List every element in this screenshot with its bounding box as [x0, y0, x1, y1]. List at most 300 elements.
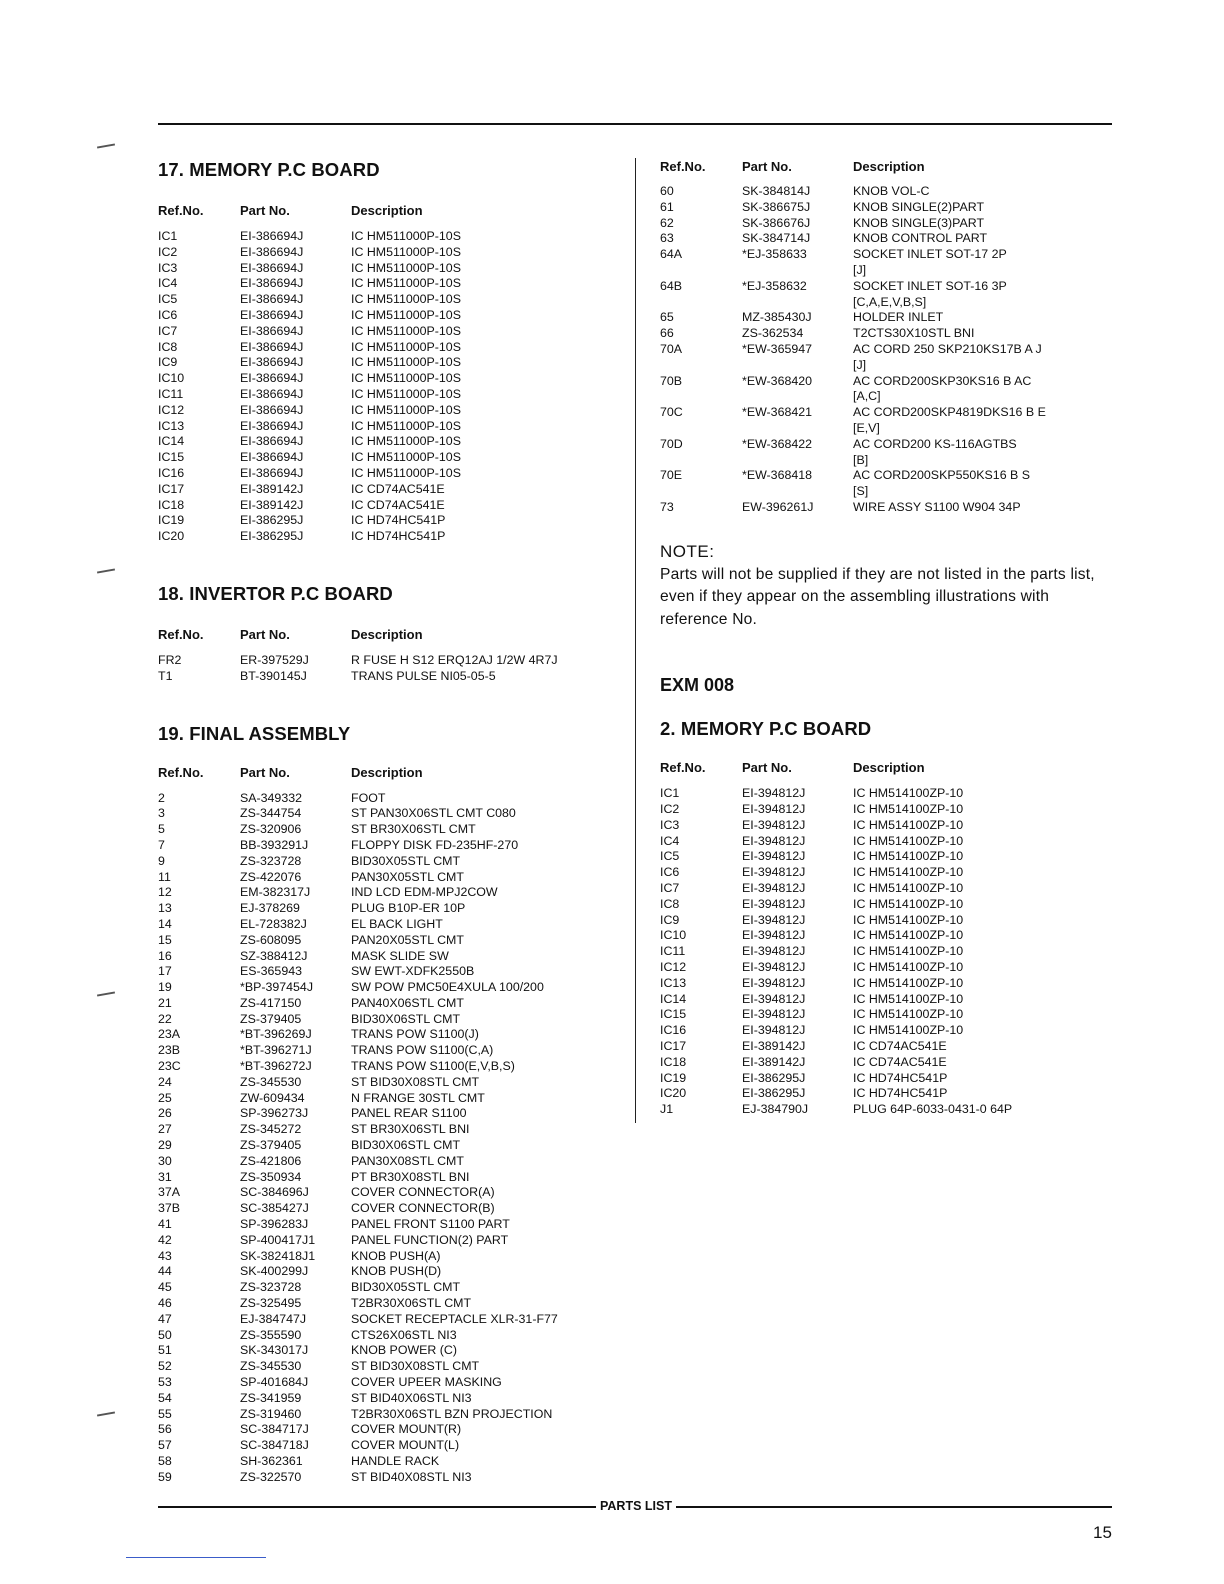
cell-desc: MASK SLIDE SW — [351, 948, 449, 963]
cell-ref: 5 — [158, 822, 165, 837]
cell-part: SP-396283J — [240, 1217, 309, 1232]
cell-desc: ST BID40X06STL NI3 — [351, 1390, 472, 1405]
cell-part: EI-386694J — [240, 260, 304, 275]
table-row — [158, 1201, 618, 1217]
cell-ref: 59 — [158, 1469, 172, 1484]
table-row — [158, 1328, 618, 1344]
cell-desc: TRANS POW S1100(C,A) — [351, 1043, 494, 1058]
table-row — [660, 1023, 1120, 1039]
footer-label: PARTS LIST — [600, 1499, 672, 1513]
cell-ref: 55 — [158, 1406, 172, 1421]
table-row — [158, 1217, 618, 1233]
cell-desc: ST PAN30X06STL CMT C080 — [351, 806, 516, 821]
cell-part: ZS-319460 — [240, 1406, 302, 1421]
cell-part: SK-386676J — [742, 215, 811, 230]
cell-part: *EW-368422 — [742, 436, 813, 451]
cell-desc: IC HM514100ZP-10 — [853, 1007, 964, 1022]
cell-desc: TRANS POW S1100(E,V,B,S) — [351, 1059, 515, 1074]
cell-desc: IC HM511000P-10S — [351, 386, 461, 401]
table-row — [158, 964, 618, 980]
cell-ref: 37A — [158, 1185, 181, 1200]
cell-desc: PT BR30X08STL BNI — [351, 1169, 470, 1184]
cell-desc: COVER CONNECTOR(A) — [351, 1185, 495, 1200]
cell-desc — [853, 500, 1120, 516]
cell-part: ZS-323728 — [240, 853, 302, 868]
cell-part: EI-394812J — [742, 786, 806, 801]
table-row — [158, 917, 618, 933]
cell-desc: IC HM511000P-10S — [351, 229, 461, 243]
cell-ref: 16 — [158, 948, 172, 963]
note-heading: NOTE: — [660, 541, 715, 561]
cell-part: SH-362361 — [240, 1454, 303, 1468]
cell-part: SK-343017J — [240, 1343, 309, 1358]
cell-desc: IC HM511000P-10S — [351, 418, 461, 433]
cell-ref: IC3 — [158, 260, 178, 275]
cell-desc — [853, 200, 1120, 216]
cell-part: SK-382418J1 — [240, 1248, 316, 1263]
cell-part: EI-386694J — [240, 450, 304, 465]
table-row — [158, 885, 618, 901]
cell-part: SK-400299J — [240, 1264, 309, 1279]
cell-desc: HANDLE RACK — [351, 1454, 440, 1468]
cell-part: EI-386694J — [240, 229, 304, 243]
cell-part: SK-384814J — [742, 184, 811, 198]
cell-ref: 64B — [660, 278, 683, 293]
cell-desc: T2BR30X06STL BZN PROJECTION — [351, 1406, 553, 1421]
cell-part: EI-386694J — [240, 465, 304, 480]
cell-ref: 29 — [158, 1138, 172, 1153]
cell-part: EI-386694J — [240, 276, 304, 291]
cell-ref: IC18 — [158, 497, 185, 512]
header-ref: Ref.No. — [660, 760, 706, 776]
table-row — [158, 1138, 618, 1154]
cell-ref: 25 — [158, 1090, 172, 1105]
cell-ref: 23C — [158, 1059, 181, 1074]
parts-table — [158, 653, 618, 685]
page-number: 15 — [1093, 1523, 1112, 1542]
cell-part: EI-394812J — [742, 975, 806, 990]
section-title: 2. MEMORY P.C BOARD — [660, 718, 872, 740]
cell-ref: 44 — [158, 1264, 172, 1279]
cell-ref: IC11 — [660, 944, 686, 959]
cell-part: ZS-345530 — [240, 1359, 302, 1374]
table-row — [158, 292, 618, 308]
cell-ref: IC15 — [660, 1007, 687, 1022]
cell-ref: 19 — [158, 980, 172, 995]
cell-part: EI-394812J — [742, 849, 806, 864]
table-row — [660, 1039, 1120, 1055]
left-column — [158, 155, 618, 1486]
table-row — [158, 498, 618, 514]
parts-table — [158, 791, 618, 1486]
table-row — [158, 1454, 618, 1470]
cell-part: EJ-384747J — [240, 1311, 307, 1326]
cell-ref: IC16 — [158, 465, 185, 480]
cell-desc: N FRANGE 30STL CMT — [351, 1090, 485, 1105]
cell-desc-text: AC CORD200 KS-116AGTBS — [853, 436, 1017, 451]
cell-ref: 61 — [660, 199, 674, 214]
cell-ref: 11 — [158, 869, 171, 884]
cell-part: EI-394812J — [742, 960, 806, 974]
cell-part: SK-384714J — [742, 231, 811, 246]
cell-desc: BID30X06STL CMT — [351, 1138, 461, 1153]
cell-ref: 52 — [158, 1359, 172, 1374]
cell-ref: IC10 — [158, 371, 185, 386]
table-row — [158, 371, 618, 387]
header-desc: Description — [853, 159, 925, 174]
cell-desc: ST BR30X06STL BNI — [351, 1122, 470, 1137]
cell-desc: PLUG 64P-6033-0431-0 64P — [853, 1102, 1013, 1117]
cell-desc: IC HM514100ZP-10 — [853, 975, 964, 990]
cell-part: ZS-355590 — [240, 1327, 302, 1342]
cell-desc-text: HOLDER INLET — [853, 310, 944, 325]
cell-desc-text: WIRE ASSY S1100 W904 34P — [853, 499, 1021, 514]
table-row — [158, 466, 618, 482]
table-row — [158, 387, 618, 403]
cell-ref: IC1 — [158, 229, 178, 243]
cell-desc: IC CD74AC541E — [853, 1038, 947, 1053]
cell-desc — [853, 231, 1120, 247]
header-ref: Ref.No. — [158, 203, 204, 218]
cell-desc — [853, 405, 1120, 437]
cell-desc: IC HM514100ZP-10 — [853, 802, 964, 817]
cell-desc: IC HM511000P-10S — [351, 371, 461, 386]
cell-desc-text: AC CORD 250 SKP210KS17B A J — [853, 341, 1042, 356]
cell-ref: FR2 — [158, 652, 182, 667]
table-row — [660, 834, 1120, 850]
table-row — [158, 1233, 618, 1249]
cell-ref: IC13 — [660, 975, 687, 990]
table-row — [158, 450, 618, 466]
header-desc: Description — [351, 203, 423, 218]
table-row — [158, 996, 618, 1012]
cell-part: EI-386694J — [240, 292, 304, 307]
cell-desc: BID30X06STL CMT — [351, 1011, 461, 1026]
cell-desc-text: KNOB SINGLE(2)PART — [853, 199, 985, 214]
cell-desc: ST BID40X08STL NI3 — [351, 1469, 472, 1484]
cell-desc: ST BID30X08STL CMT — [351, 1074, 480, 1089]
table-row — [158, 1359, 618, 1375]
cell-desc — [853, 247, 1120, 279]
header-part: Part No. — [240, 764, 290, 780]
cell-desc: IC HD74HC541P — [351, 513, 446, 528]
cell-ref: 30 — [158, 1153, 172, 1168]
cell-desc — [853, 326, 1120, 342]
cell-ref: IC4 — [660, 833, 680, 848]
cell-ref: 3 — [158, 806, 165, 821]
cell-ref: IC14 — [158, 434, 185, 449]
cell-ref: 23B — [158, 1043, 181, 1058]
cell-desc: KNOB PUSH(D) — [351, 1264, 442, 1279]
cell-ref: IC5 — [660, 849, 680, 864]
cell-part: EI-394812J — [742, 928, 806, 943]
cell-part: EI-386295J — [742, 1070, 806, 1085]
cell-desc: IC HM511000P-10S — [351, 276, 461, 291]
cell-desc: IC HD74HC541P — [853, 1070, 948, 1085]
cell-desc: ST BR30X06STL CMT — [351, 822, 476, 837]
table-row — [158, 245, 618, 261]
cell-ref: 23A — [158, 1027, 181, 1042]
cell-ref: 56 — [158, 1422, 172, 1437]
parts-table — [660, 184, 1120, 516]
table-row — [660, 897, 1120, 913]
cell-part: EI-389142J — [240, 497, 304, 512]
cell-ref: 14 — [158, 916, 172, 931]
cell-part: EI-394812J — [742, 912, 806, 927]
cell-part: BT-390145J — [240, 668, 307, 683]
cell-ref: 12 — [158, 885, 172, 900]
cell-part: SP-396273J — [240, 1106, 309, 1121]
cell-ref: 66 — [660, 326, 674, 341]
table-header — [158, 627, 618, 642]
table-row — [158, 1106, 618, 1122]
cell-desc: IC CD74AC541E — [351, 481, 445, 496]
table-row — [158, 308, 618, 324]
header-desc: Description — [853, 760, 925, 776]
cell-ref: 9 — [158, 853, 165, 868]
cell-desc — [853, 279, 1120, 311]
right-column — [660, 155, 1120, 1118]
cell-desc: EL BACK LIGHT — [351, 916, 443, 931]
table-row — [660, 279, 1120, 311]
table-row — [660, 1055, 1120, 1071]
cell-part: *EJ-358632 — [742, 278, 807, 293]
cell-desc: IC HM511000P-10S — [351, 355, 461, 370]
table-row — [158, 901, 618, 917]
cell-part: EI-389142J — [742, 1054, 806, 1069]
cell-desc-text: AC CORD200SKP30KS16 B AC — [853, 373, 1032, 388]
cell-ref: IC9 — [158, 355, 178, 370]
table-row — [158, 870, 618, 886]
cell-desc: IC HM514100ZP-10 — [853, 896, 964, 911]
cell-desc-variant: [C,A,E,V,B,S] — [853, 294, 927, 309]
cell-part: *EJ-358633 — [742, 247, 807, 262]
cell-part: BB-393291J — [240, 837, 309, 852]
invertor-board-section — [158, 583, 618, 685]
cell-part: SC-385427J — [240, 1201, 309, 1216]
cell-ref: 70A — [660, 341, 683, 356]
cell-desc: IC HM511000P-10S — [351, 465, 461, 480]
cell-desc: IC HM511000P-10S — [351, 402, 461, 417]
cell-part: ZS-345272 — [240, 1122, 302, 1137]
table-row — [660, 405, 1120, 437]
table-row — [660, 500, 1120, 516]
cell-desc: IC HM511000P-10S — [351, 450, 461, 465]
footer-rule-right — [676, 1506, 1112, 1508]
cell-part: EI-386694J — [240, 386, 304, 401]
cell-ref: 64A — [660, 247, 683, 262]
binding-mark — [97, 1411, 115, 1416]
header-part: Part No. — [240, 626, 290, 642]
cell-ref: IC1 — [660, 786, 680, 801]
cell-ref: 54 — [158, 1390, 172, 1405]
cell-desc: PANEL REAR S1100 — [351, 1106, 467, 1121]
table-row — [158, 838, 618, 854]
cell-part: EI-389142J — [742, 1038, 806, 1053]
binding-mark — [97, 143, 115, 148]
section-title: 17. MEMORY P.C BOARD — [158, 159, 380, 180]
table-row — [158, 419, 618, 435]
cell-desc: FOOT — [351, 790, 386, 805]
table-header — [158, 203, 618, 218]
cell-part: EI-386694J — [240, 244, 304, 259]
cell-desc: IC HM511000P-10S — [351, 244, 461, 259]
parts-table — [660, 786, 1120, 1118]
cell-ref: 46 — [158, 1296, 172, 1311]
cell-ref: 27 — [158, 1122, 172, 1137]
cell-ref: IC12 — [158, 402, 185, 417]
cell-desc: IC HM514100ZP-10 — [853, 833, 964, 848]
cell-part: EI-386295J — [240, 513, 304, 528]
cell-ref: IC17 — [158, 481, 185, 496]
cell-part: EI-386694J — [240, 402, 304, 417]
table-row — [158, 261, 618, 277]
cell-ref: IC4 — [158, 276, 178, 291]
header-ref: Ref.No. — [660, 159, 706, 174]
header-part: Part No. — [742, 760, 792, 776]
cell-part: ZS-362534 — [742, 326, 804, 341]
cell-desc-text: SOCKET INLET SOT-17 2P — [853, 247, 1007, 262]
cell-desc: IC HM514100ZP-10 — [853, 928, 964, 943]
cell-ref: 57 — [158, 1438, 172, 1453]
cell-ref: 73 — [660, 499, 674, 514]
header-part: Part No. — [240, 203, 290, 218]
cell-ref: 65 — [660, 310, 674, 325]
table-row — [660, 468, 1120, 500]
cell-desc: IC HD74HC541P — [351, 529, 446, 544]
cell-part: EI-394812J — [742, 881, 806, 896]
table-row — [660, 960, 1120, 976]
top-rule — [158, 123, 1112, 125]
table-row — [158, 1154, 618, 1170]
table-row — [158, 653, 618, 669]
table-row — [158, 513, 618, 529]
cell-part: EW-396261J — [742, 499, 814, 514]
cell-part: ZS-345530 — [240, 1074, 302, 1089]
cell-part: ZS-325495 — [240, 1296, 302, 1311]
cell-desc: IC HM511000P-10S — [351, 292, 461, 307]
cell-ref: IC15 — [158, 450, 185, 465]
cell-desc: IC HM514100ZP-10 — [853, 865, 964, 880]
table-row — [660, 342, 1120, 374]
cell-desc: BID30X05STL CMT — [351, 1280, 461, 1295]
cell-part: ZW-609434 — [240, 1090, 305, 1105]
table-row — [158, 403, 618, 419]
cell-part: ZS-350934 — [240, 1169, 302, 1184]
cell-part: SP-401684J — [240, 1375, 309, 1390]
table-row — [660, 944, 1120, 960]
cell-ref: J1 — [660, 1102, 674, 1117]
cell-desc: IND LCD EDM-MPJ2COW — [351, 885, 498, 900]
cell-desc — [853, 342, 1120, 374]
cell-ref: 26 — [158, 1106, 172, 1121]
cell-part: *EW-368418 — [742, 468, 813, 483]
cell-ref: IC14 — [660, 991, 687, 1006]
cell-ref: 7 — [158, 837, 165, 852]
table-row — [158, 949, 618, 965]
cell-desc: TRANS POW S1100(J) — [351, 1027, 479, 1042]
cell-desc: R FUSE H S12 ERQ12AJ 1/2W 4R7J — [351, 652, 558, 667]
cell-desc: PANEL FRONT S1100 PART — [351, 1217, 510, 1232]
cell-desc: IC CD74AC541E — [351, 497, 445, 512]
cell-part: EI-394812J — [742, 991, 806, 1006]
table-row — [158, 324, 618, 340]
column-divider — [635, 158, 636, 1123]
cell-part: SC-384717J — [240, 1422, 309, 1437]
cell-ref: 2 — [158, 790, 165, 805]
table-header — [660, 760, 1120, 775]
cell-ref: IC8 — [158, 339, 178, 354]
cell-ref: IC2 — [660, 802, 680, 817]
cell-desc: SW POW PMC50E4XULA 100/200 — [351, 980, 544, 995]
cell-desc: IC HM514100ZP-10 — [853, 881, 964, 896]
table-row — [660, 200, 1120, 216]
cell-desc: SOCKET RECEPTACLE XLR-31-F77 — [351, 1311, 558, 1326]
cell-desc-text: KNOB CONTROL PART — [853, 231, 988, 246]
cell-part: ZS-341959 — [240, 1390, 302, 1405]
cell-desc: BID30X05STL CMT — [351, 853, 461, 868]
cell-desc-variant: [A,C] — [853, 389, 881, 404]
cell-desc: KNOB PUSH(A) — [351, 1248, 441, 1263]
cell-desc: IC HM514100ZP-10 — [853, 849, 964, 864]
cell-ref: 70B — [660, 373, 683, 388]
table-row — [158, 1249, 618, 1265]
cell-ref: 22 — [158, 1011, 172, 1026]
table-row — [158, 482, 618, 498]
cell-ref: IC20 — [660, 1086, 687, 1101]
cell-ref: 62 — [660, 215, 674, 230]
cell-desc: PANEL FUNCTION(2) PART — [351, 1232, 509, 1247]
cell-part: EM-382317J — [240, 885, 311, 900]
cell-part: SP-400417J1 — [240, 1232, 316, 1247]
table-row — [158, 1059, 618, 1075]
cell-desc: PLUG B10P-ER 10P — [351, 901, 466, 916]
table-row — [660, 881, 1120, 897]
cell-part: EI-386694J — [240, 371, 304, 386]
cell-desc — [853, 437, 1120, 469]
table-row — [660, 437, 1120, 469]
cell-ref: IC7 — [158, 323, 178, 338]
cell-part: SA-349332 — [240, 790, 303, 805]
cell-part: EJ-378269 — [240, 901, 300, 916]
bottom-rule — [126, 1557, 266, 1558]
cell-part: ZS-422076 — [240, 869, 302, 884]
table-row — [660, 802, 1120, 818]
cell-ref: 21 — [158, 995, 172, 1010]
cell-ref: 51 — [158, 1343, 172, 1358]
cell-ref: 42 — [158, 1232, 172, 1247]
cell-ref: 63 — [660, 231, 674, 246]
cell-part: ZS-421806 — [240, 1153, 302, 1168]
cell-ref: IC20 — [158, 529, 185, 544]
table-row — [158, 1185, 618, 1201]
table-row — [158, 980, 618, 996]
table-row — [158, 669, 618, 685]
cell-desc — [853, 184, 1120, 200]
cell-part: EL-728382J — [240, 916, 307, 931]
cell-part: *EW-368421 — [742, 405, 813, 420]
cell-part: MZ-385430J — [742, 310, 812, 325]
cell-ref: IC13 — [158, 418, 185, 433]
cell-ref: 47 — [158, 1311, 172, 1326]
cell-desc: IC HM511000P-10S — [351, 260, 461, 275]
table-row — [158, 355, 618, 371]
cell-ref: 53 — [158, 1375, 172, 1390]
table-row — [660, 818, 1120, 834]
cell-part: EI-394812J — [742, 833, 806, 848]
cell-part: ZS-320906 — [240, 822, 302, 837]
cell-ref: IC6 — [158, 307, 178, 322]
